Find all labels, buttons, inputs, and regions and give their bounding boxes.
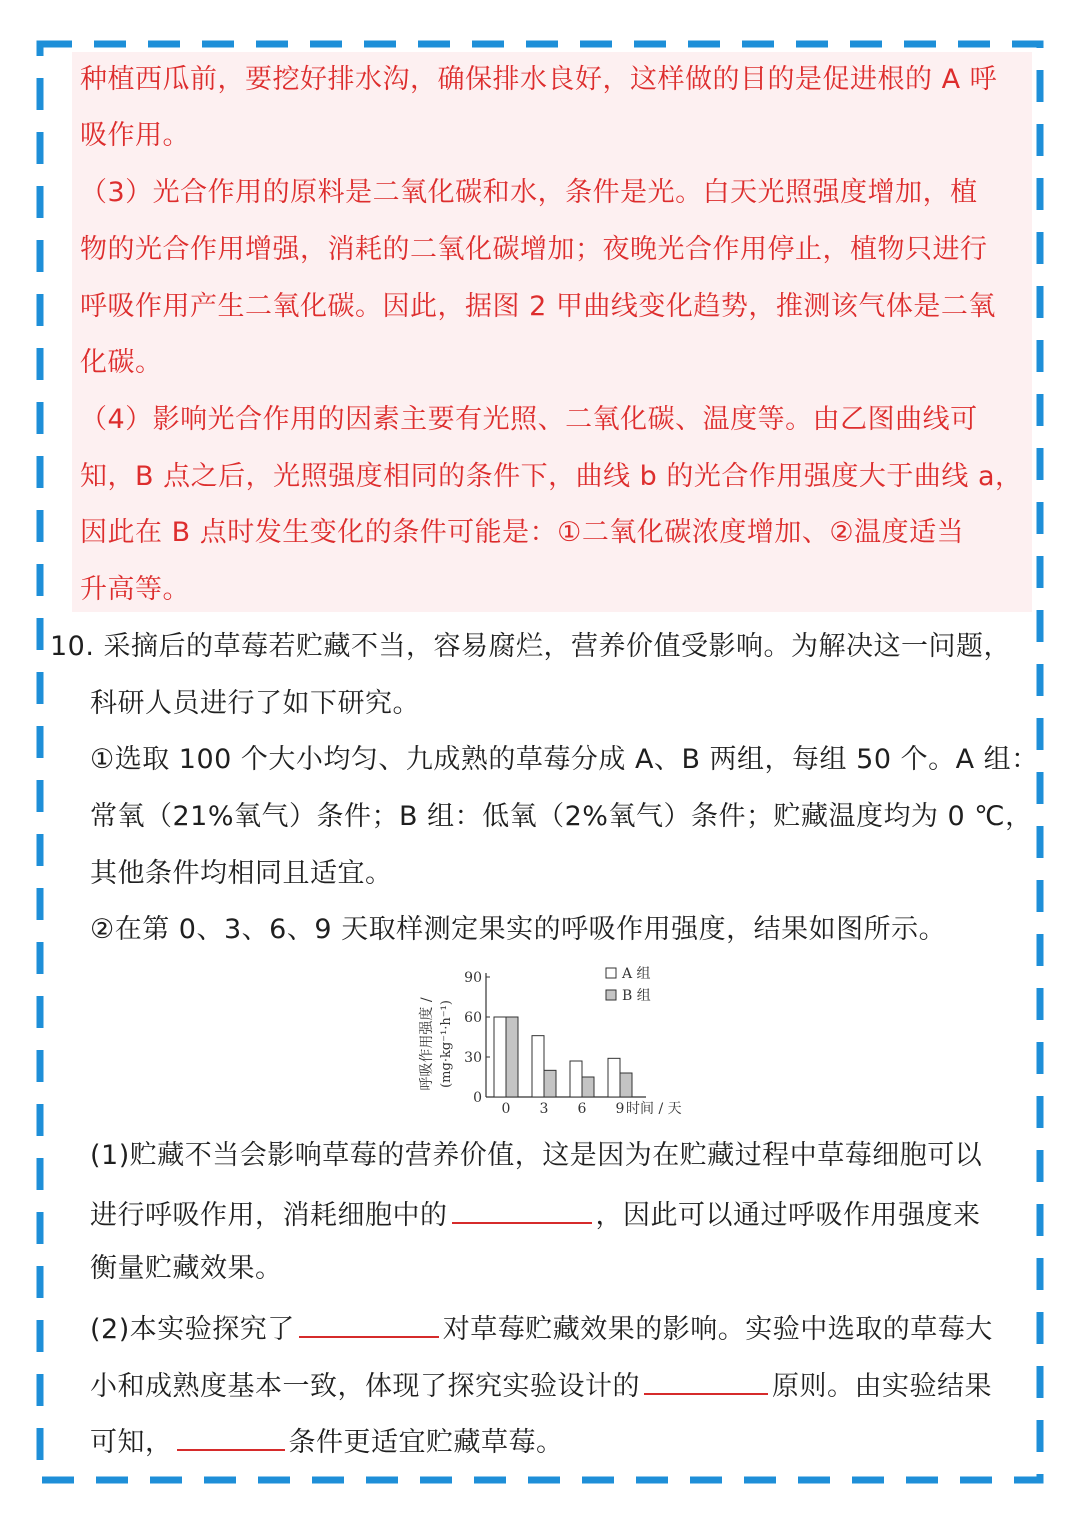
q2-line-1-pre: (2)本实验探究了 bbox=[90, 1314, 295, 1345]
answer-line-2: 吸作用。 bbox=[80, 120, 190, 151]
y-axis-label: 呼吸作用强度 / bbox=[419, 997, 435, 1091]
y-tick-label: 60 bbox=[464, 1010, 482, 1026]
q2-line-2 bbox=[90, 1365, 992, 1405]
q2-line-2-pre: 小和成熟度基本一致，体现了探究实验设计的 bbox=[90, 1371, 640, 1402]
bar-a-0 bbox=[494, 1017, 506, 1097]
q2-line-2-post: 原则。由实验结果 bbox=[772, 1371, 992, 1402]
answer-line-5: 呼吸作用产生二氧化碳。因此，据图 2 甲曲线变化趋势，推测该气体是二氧 bbox=[80, 291, 996, 322]
question-line-1: 10. 采摘后的草莓若贮藏不当，容易腐烂，营养价值受影响。为解决这一问题， bbox=[50, 631, 1012, 662]
x-tick-label: 9 bbox=[615, 1101, 625, 1117]
x-tick-label: 6 bbox=[577, 1101, 587, 1117]
x-tick-label: 3 bbox=[539, 1101, 549, 1117]
answer-line-4: 物的光合作用增强，消耗的二氧化碳增加；夜晚光合作用停止，植物只进行 bbox=[80, 234, 988, 265]
answer-blank-1[interactable] bbox=[452, 1194, 592, 1224]
y-tick-label: 90 bbox=[464, 970, 482, 986]
answer-blank-3[interactable] bbox=[644, 1365, 768, 1395]
question-line-2: 科研人员进行了如下研究。 bbox=[90, 688, 420, 719]
answer-line-9: 因此在 B 点时发生变化的条件可能是：①二氧化碳浓度增加、②温度适当 bbox=[80, 517, 965, 548]
q1-line-2 bbox=[90, 1194, 981, 1234]
answer-line-6: 化碳。 bbox=[80, 347, 163, 378]
q2-line-3 bbox=[90, 1421, 564, 1461]
x-tick-label: 0 bbox=[501, 1101, 511, 1117]
answer-line-1: 种植西瓜前，要挖好排水沟，确保排水良好，这样做的目的是促进根的 A 呼 bbox=[80, 64, 998, 95]
legend-label-b: B 组 bbox=[622, 988, 651, 1004]
x-axis-label: 时间 / 天 bbox=[626, 1101, 682, 1117]
y-tick-label: 30 bbox=[464, 1050, 482, 1066]
q2-line-1 bbox=[90, 1308, 993, 1348]
y-axis-unit: (mg·kg⁻¹·h⁻¹) bbox=[439, 1000, 454, 1088]
q1-line-1: (1)贮藏不当会影响草莓的营养价值，这是因为在贮藏过程中草莓细胞可以 bbox=[90, 1140, 983, 1171]
q1-line-2-pre: 进行呼吸作用，消耗细胞中的 bbox=[90, 1200, 448, 1231]
bar-b-3 bbox=[544, 1070, 556, 1097]
question-line-3: ①选取 100 个大小均匀、九成熟的草莓分成 A、B 两组，每组 50 个。A 组： bbox=[90, 744, 1039, 775]
bar-b-6 bbox=[582, 1077, 594, 1097]
q2-line-1-post: 对草莓贮藏效果的影响。实验中选取的草莓大 bbox=[442, 1314, 993, 1345]
y-tick-label: 0 bbox=[473, 1090, 482, 1106]
q2-line-3-post: 条件更适宜贮藏草莓。 bbox=[288, 1427, 564, 1458]
bar-a-9 bbox=[608, 1058, 620, 1097]
respiration-bar-chart bbox=[410, 962, 710, 1122]
bar-b-0 bbox=[506, 1017, 518, 1097]
bar-a-3 bbox=[532, 1036, 544, 1097]
question-line-4: 常氧（21%氧气）条件；B 组：低氧（2%氧气）条件；贮藏温度均为 0 ℃， bbox=[90, 801, 1033, 832]
bar-b-9 bbox=[620, 1073, 632, 1097]
answer-line-8: 知，B 点之后，光照强度相同的条件下，曲线 b 的光合作用强度大于曲线 a， bbox=[80, 461, 1023, 492]
legend-swatch-a bbox=[606, 968, 616, 978]
legend-label-a: A 组 bbox=[622, 966, 651, 982]
q2-line-3-pre: 可知， bbox=[90, 1427, 173, 1458]
bar-a-6 bbox=[570, 1061, 582, 1097]
answer-line-10: 升高等。 bbox=[80, 574, 190, 605]
answer-blank-4[interactable] bbox=[177, 1421, 285, 1451]
q1-line-2-post: ，因此可以通过呼吸作用强度来 bbox=[595, 1200, 981, 1231]
question-line-5: 其他条件均相同且适宜。 bbox=[90, 858, 393, 889]
q1-line-3: 衡量贮藏效果。 bbox=[90, 1253, 283, 1284]
answer-line-3: （3）光合作用的原料是二氧化碳和水，条件是光。白天光照强度增加，植 bbox=[80, 177, 978, 208]
legend-swatch-b bbox=[606, 990, 616, 1000]
answer-line-7: （4）影响光合作用的因素主要有光照、二氧化碳、温度等。由乙图曲线可 bbox=[80, 404, 978, 435]
question-line-6: ②在第 0、3、6、9 天取样测定果实的呼吸作用强度，结果如图所示。 bbox=[90, 914, 947, 945]
answer-blank-2[interactable] bbox=[299, 1308, 439, 1338]
